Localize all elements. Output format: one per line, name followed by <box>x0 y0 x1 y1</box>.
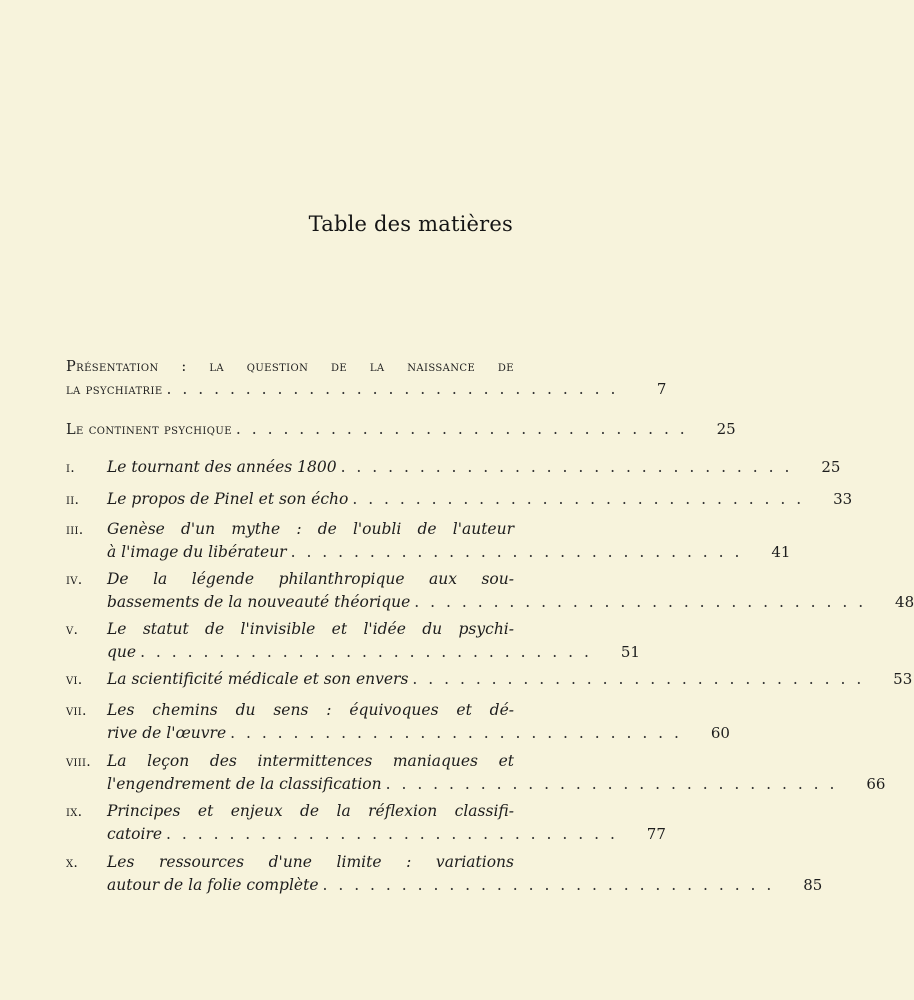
chapter-number: ix. <box>66 804 83 820</box>
toc-line <box>66 851 514 874</box>
toc-chapter <box>66 699 730 744</box>
entry-title-line: la psychiatrie <box>66 382 163 398</box>
page-number: 51 <box>620 643 640 661</box>
toc-chapter <box>66 518 791 563</box>
toc-line <box>66 568 514 591</box>
entry-title-line: Le continent psychique <box>66 422 232 438</box>
chapter-number: iv. <box>66 572 83 588</box>
entry-title-line: De la légende philanthropique aux sou- <box>107 570 514 588</box>
toc-line <box>66 668 913 691</box>
chapter-number: vii. <box>66 703 87 719</box>
dot-leader: . . . . . . . . . . . . . . . . . . . . . . . . . . . . . <box>235 420 688 438</box>
page-number: 25 <box>716 420 736 438</box>
toc-fill <box>107 456 792 478</box>
page-number: 7 <box>656 380 667 398</box>
chapter-number: iii. <box>66 522 84 538</box>
page-number: 85 <box>803 876 823 894</box>
toc-line <box>66 418 736 441</box>
toc-line <box>66 378 667 401</box>
dot-leader: . . . . . . . . . . . . . . . . . . . . . . . . . . . . . <box>140 643 592 661</box>
entry-title-line: Le propos de Pinel et son écho <box>107 490 349 508</box>
toc-fill <box>107 773 837 795</box>
chapter-number: v. <box>66 622 79 638</box>
chapter-number: i. <box>66 460 76 476</box>
toc-section <box>66 356 667 401</box>
dot-leader: . . . . . . . . . . . . . . . . . . . . . . . . . . . . . <box>412 670 865 688</box>
toc-fill <box>107 641 592 663</box>
page-number: 25 <box>821 458 841 476</box>
entry-title-line: autour de la folie complète <box>107 876 319 894</box>
page-number: 53 <box>893 670 913 688</box>
page-number: 33 <box>833 490 853 508</box>
toc-line <box>66 591 914 613</box>
toc-line <box>66 722 730 744</box>
entry-title-line: rive de l'œuvre <box>107 724 227 742</box>
toc-chapter <box>66 456 841 479</box>
entry-title-line: Les ressources d'une limite : variations <box>107 853 514 871</box>
toc-line <box>66 488 853 511</box>
toc-fill <box>107 668 864 690</box>
toc-line <box>66 641 640 663</box>
toc-line <box>66 800 514 823</box>
toc-chapter <box>66 800 666 845</box>
toc-chapter <box>66 750 886 795</box>
toc-fill <box>66 378 618 401</box>
toc-line <box>66 456 841 479</box>
page-title: Table des matières <box>308 212 513 236</box>
dot-leader: . . . . . . . . . . . . . . . . . . . . . . . . . . . . . <box>352 490 805 508</box>
toc-chapter <box>66 851 823 896</box>
entry-title-line: Les chemins du sens : équivoques et dé- <box>107 701 514 719</box>
entry-title-line: bassements de la nouveauté théorique <box>107 593 411 611</box>
toc-line <box>66 618 514 641</box>
page-number: 60 <box>710 724 730 742</box>
dot-leader: . . . . . . . . . . . . . . . . . . . . . . . . . . . . . <box>166 825 618 843</box>
entry-title-line: l'engendrement de la classification <box>107 775 382 793</box>
chapter-number: ii. <box>66 492 80 508</box>
toc-fill <box>107 722 682 744</box>
dot-leader: . . . . . . . . . . . . . . . . . . . . . . . . . . . . . <box>166 380 619 398</box>
dot-leader: . . . . . . . . . . . . . . . . . . . . . . . . . . . . . <box>230 724 682 742</box>
entry-title-line: La leçon des intermittences maniaques et <box>107 752 514 770</box>
toc-line <box>66 773 886 795</box>
dot-leader: . . . . . . . . . . . . . . . . . . . . . . . . . . . . . <box>414 593 867 611</box>
entry-title-line: Le statut de l'invisible et l'idée du psychi- <box>107 620 514 638</box>
dot-leader: . . . . . . . . . . . . . . . . . . . . . . . . . . . . . <box>340 458 793 476</box>
toc-line <box>66 356 514 378</box>
toc-line <box>66 518 514 541</box>
toc-line <box>66 541 791 563</box>
page-number: 77 <box>646 825 666 843</box>
dot-leader: . . . . . . . . . . . . . . . . . . . . . . . . . . . . . <box>322 876 775 894</box>
entry-title-line: Principes et enjeux de la réflexion classifi- <box>107 802 514 820</box>
chapter-number: viii. <box>66 754 92 770</box>
toc-fill <box>107 541 742 563</box>
entry-title-line: à l'image du libérateur <box>107 543 287 561</box>
page-number: 41 <box>771 543 791 561</box>
chapter-number: vi. <box>66 672 83 688</box>
toc-fill <box>107 823 618 845</box>
toc-line <box>66 874 823 896</box>
entry-title-line: que <box>107 643 137 661</box>
chapter-number: x. <box>66 855 79 871</box>
toc-fill <box>107 874 774 896</box>
entry-title-line: Présentation : la question de la naissance de <box>66 359 514 375</box>
toc-line <box>66 699 514 722</box>
toc-fill <box>107 488 804 510</box>
entry-title-line: Le tournant des années 1800 <box>107 458 337 476</box>
entry-title-line: catoire <box>107 825 163 843</box>
toc-chapter <box>66 618 640 663</box>
dot-leader: . . . . . . . . . . . . . . . . . . . . . . . . . . . . . <box>290 543 743 561</box>
page-number: 66 <box>866 775 886 793</box>
entry-title-line: La scientificité médicale et son envers <box>107 670 409 688</box>
toc-line <box>66 750 514 773</box>
toc-chapter <box>66 568 914 613</box>
toc-chapter <box>66 668 913 691</box>
toc-line <box>66 823 666 845</box>
page-number: 48 <box>895 593 914 611</box>
dot-leader: . . . . . . . . . . . . . . . . . . . . . . . . . . . . . <box>385 775 838 793</box>
toc-section <box>66 418 736 441</box>
entry-title-line: Genèse d'un mythe : de l'oubli de l'auteur <box>107 520 514 538</box>
toc-fill <box>66 418 688 441</box>
toc-chapter <box>66 488 853 511</box>
toc-fill <box>107 591 866 613</box>
